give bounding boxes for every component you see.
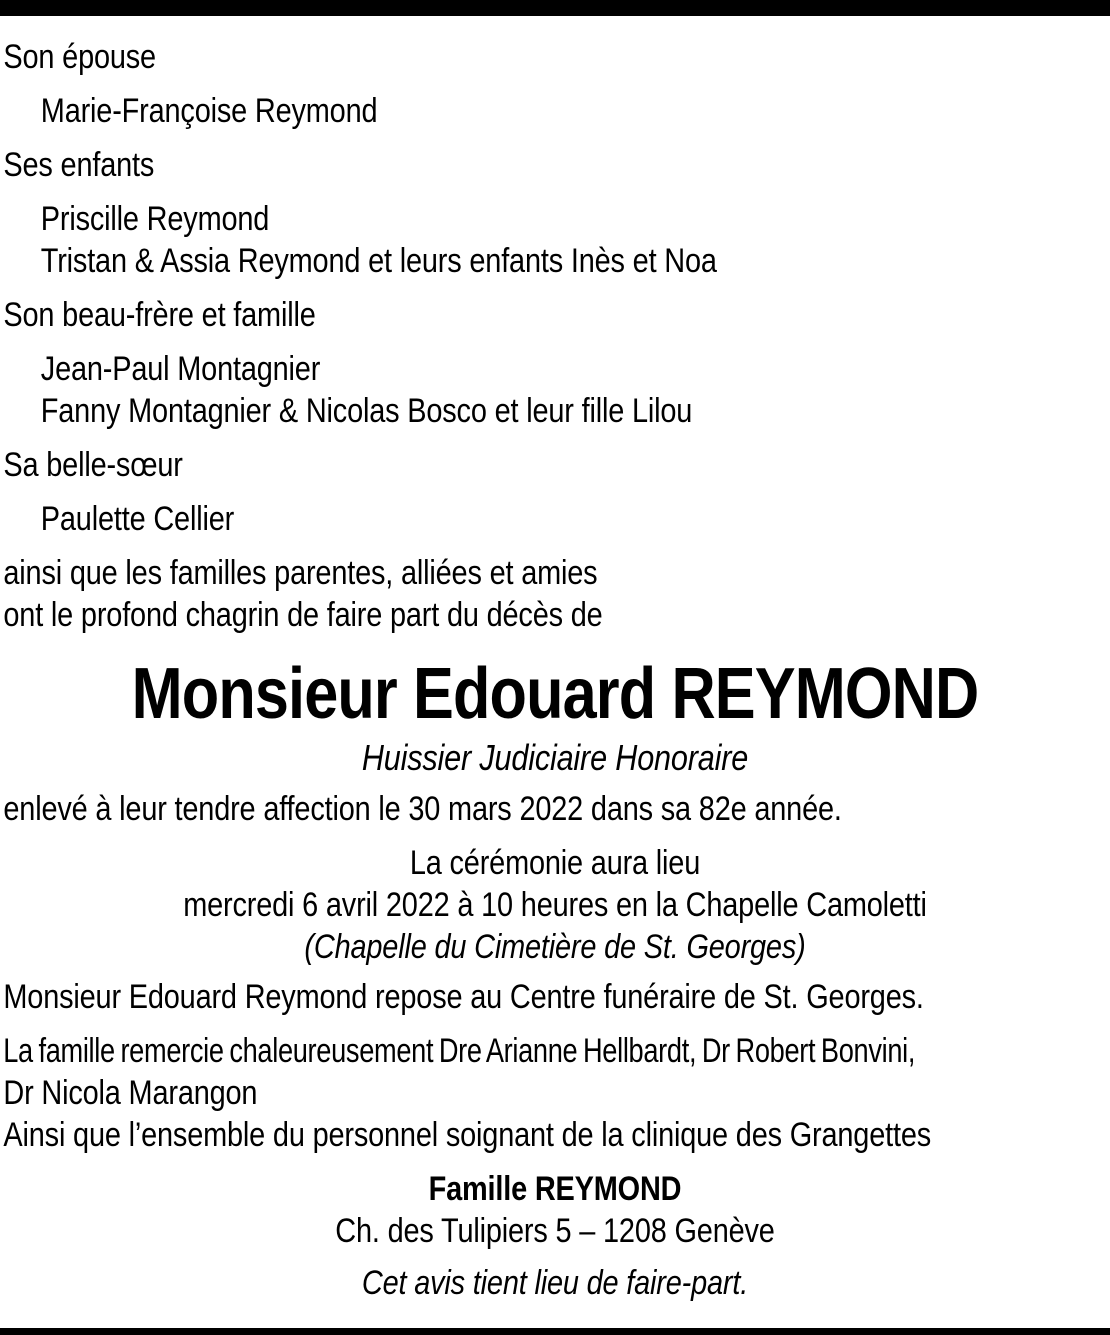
relation-label-sister-in-law: Sa belle-sœur: [3, 446, 183, 484]
deceased-name: Monsieur Edouard REYMOND: [131, 654, 979, 734]
family-signature: Famille REYMOND: [428, 1170, 682, 1208]
relation-name: Marie-Françoise Reymond: [40, 92, 378, 130]
intro-line: ont le profond chagrin de faire part du décès de: [3, 596, 603, 634]
bottom-rule: [0, 1328, 1110, 1335]
ceremony-line: mercredi 6 avril 2022 à 10 heures en la Chapelle Camoletti: [183, 886, 927, 924]
thanks-line: Ainsi que l’ensemble du personnel soignant de la clinique des Grangettes: [3, 1116, 932, 1154]
family-address: Ch. des Tulipiers 5 – 1208 Genève: [335, 1212, 775, 1250]
relation-name: Priscille Reymond: [40, 200, 270, 238]
relation-label-spouse: Son épouse: [3, 38, 156, 76]
deceased-honorific-title: Huissier Judiciaire Honoraire: [361, 737, 749, 778]
death-line: enlevé à leur tendre affection le 30 mars 2022 dans sa 82e année.: [3, 790, 842, 828]
top-rule: [0, 0, 1110, 16]
relation-name: Fanny Montagnier & Nicolas Bosco et leur fille Lilou: [40, 392, 693, 430]
closing-line: Cet avis tient lieu de faire-part.: [361, 1264, 749, 1302]
thanks-line: La famille remercie chaleureusement Dre Arianne Hellbardt, Dr Robert Bonvini,: [3, 1032, 916, 1070]
ceremony-line: La cérémonie aura lieu: [409, 844, 701, 882]
relation-name: Paulette Cellier: [40, 500, 235, 538]
relation-label-brother-in-law: Son beau-frère et famille: [3, 296, 316, 334]
relation-label-children: Ses enfants: [3, 146, 155, 184]
repose-line: Monsieur Edouard Reymond repose au Centre funéraire de St. Georges.: [3, 978, 924, 1016]
relation-name: Jean-Paul Montagnier: [40, 350, 321, 388]
intro-line: ainsi que les familles parentes, alliées et amies: [3, 554, 598, 592]
relation-name: Tristan & Assia Reymond et leurs enfants Inès et Noa: [40, 242, 717, 280]
ceremony-chapel-note: (Chapelle du Cimetière de St. Georges): [304, 928, 806, 966]
thanks-line: Dr Nicola Marangon: [3, 1074, 258, 1112]
